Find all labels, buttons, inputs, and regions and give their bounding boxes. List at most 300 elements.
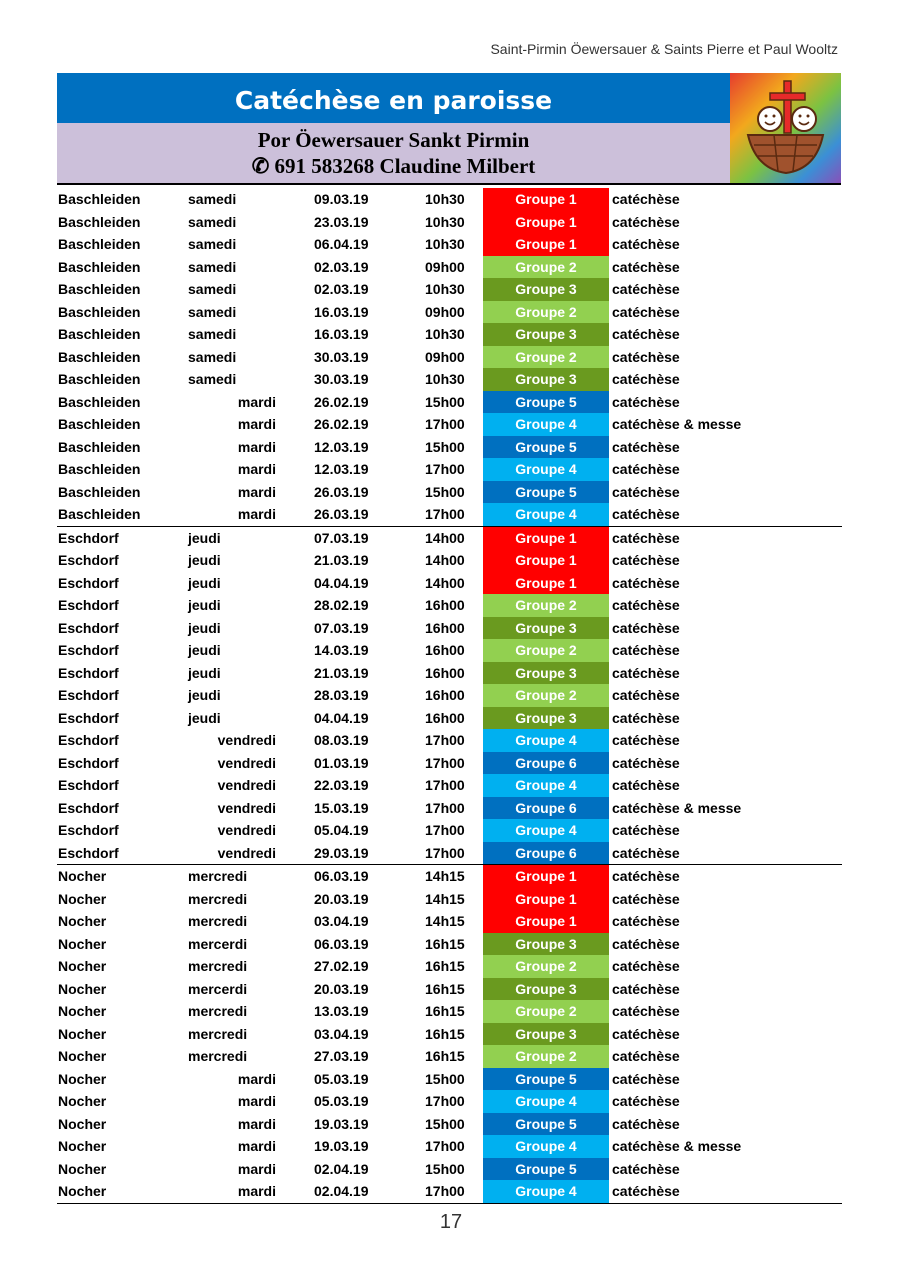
cell-place: Baschleiden <box>58 236 141 252</box>
table-row <box>57 819 842 842</box>
cell-date: 04.04.19 <box>314 574 369 591</box>
cell-day: jeudi <box>188 552 221 568</box>
table-row <box>57 910 842 933</box>
table-row <box>57 572 842 595</box>
cell-group: Groupe 5 <box>483 481 609 504</box>
cell-group: Groupe 2 <box>483 1045 609 1068</box>
cell-time: 16h00 <box>425 709 465 726</box>
table-row <box>57 707 842 730</box>
cell-group: Groupe 6 <box>483 797 609 820</box>
cell-day: mercredi <box>188 868 248 884</box>
cell-group: Groupe 1 <box>483 527 609 550</box>
cell-date: 05.04.19 <box>314 822 369 838</box>
table-row <box>57 233 842 256</box>
cell-day: mardi <box>237 393 276 410</box>
cell-type: catéchèse <box>612 393 680 410</box>
cell-day: jeudi <box>188 619 221 636</box>
cell-group: Groupe 1 <box>483 910 609 933</box>
cell-time: 14h15 <box>425 890 465 907</box>
cell-type: catéchèse <box>612 980 680 997</box>
cell-day: jeudi <box>188 597 221 613</box>
cell-type: catéchèse <box>612 281 680 297</box>
page-title: Catéchèse en paroisse <box>57 73 730 123</box>
cell-type: catéchèse <box>612 687 680 703</box>
cell-date: 19.03.19 <box>314 1115 369 1132</box>
cell-day: mardi <box>237 1115 276 1132</box>
cell-group: Groupe 3 <box>483 617 609 640</box>
cell-day: samedi <box>188 258 237 275</box>
cell-day: jeudi <box>188 709 221 726</box>
cell-time: 10h30 <box>425 236 465 252</box>
cell-place: Baschleiden <box>58 506 141 522</box>
cell-group: Groupe 1 <box>483 211 609 234</box>
running-head: Saint-Pirmin Öewersauer & Saints Pierre et Paul Wooltz <box>490 41 838 57</box>
cell-date: 26.03.19 <box>314 506 369 522</box>
cell-type: catéchèse <box>612 664 680 681</box>
cell-place: Nocher <box>58 1048 107 1064</box>
cell-time: 17h00 <box>425 1138 465 1154</box>
cell-date: 09.03.19 <box>314 191 369 207</box>
page-number: 17 <box>439 1211 463 1233</box>
cell-date: 05.03.19 <box>314 1093 369 1109</box>
cell-type: catéchèse <box>612 935 680 952</box>
cell-type: catéchèse <box>612 529 680 546</box>
table-row <box>57 729 842 752</box>
cell-group: Groupe 2 <box>483 594 609 617</box>
cell-place: Baschleiden <box>58 438 141 455</box>
cell-type: catéchèse <box>612 326 680 342</box>
cell-day: mardi <box>237 1138 276 1154</box>
cell-place: Eschdorf <box>58 574 119 591</box>
cell-group: Groupe 5 <box>483 1113 609 1136</box>
cell-type: catéchèse <box>612 1070 680 1087</box>
cell-day: mardi <box>237 1093 276 1109</box>
cell-place: Baschleiden <box>58 326 141 342</box>
cell-type: catéchèse <box>612 258 680 275</box>
cell-type: catéchèse <box>612 1003 680 1019</box>
cell-day: mardi <box>237 483 276 500</box>
cell-type: catéchèse <box>612 754 680 771</box>
cell-date: 15.03.19 <box>314 799 369 816</box>
cell-place: Nocher <box>58 1160 107 1177</box>
cell-date: 26.03.19 <box>314 483 369 500</box>
cell-type: catéchèse & messe <box>612 416 742 432</box>
table-row <box>57 684 842 707</box>
cell-time: 15h00 <box>425 438 465 455</box>
cell-group: Groupe 1 <box>483 888 609 911</box>
cell-type: catéchèse <box>612 844 680 861</box>
cell-time: 16h00 <box>425 664 465 681</box>
cell-place: Baschleiden <box>58 191 141 207</box>
table-row <box>57 368 842 391</box>
cell-type: catéchèse & messe <box>612 1138 742 1154</box>
cell-day: mardi <box>237 1183 276 1199</box>
cell-type: catéchèse <box>612 236 680 252</box>
cell-place: Eschdorf <box>58 642 119 658</box>
cell-type: catéchèse <box>612 461 680 477</box>
cell-date: 08.03.19 <box>314 732 369 748</box>
table-row <box>57 481 842 504</box>
cell-type: catéchèse <box>612 438 680 455</box>
cell-place: Eschdorf <box>58 709 119 726</box>
cell-time: 16h15 <box>425 958 465 974</box>
cell-group: Groupe 3 <box>483 707 609 730</box>
cell-time: 16h15 <box>425 935 465 952</box>
cell-place: Nocher <box>58 1093 107 1109</box>
table-row <box>57 188 842 211</box>
table-row <box>57 1158 842 1181</box>
cell-type: catéchèse <box>612 483 680 500</box>
cell-day: vendredi <box>217 777 276 793</box>
table-row <box>57 413 842 436</box>
table-row <box>57 278 842 301</box>
cell-group: Groupe 4 <box>483 503 609 526</box>
cell-date: 29.03.19 <box>314 844 369 861</box>
cell-day: mercerdi <box>188 935 248 952</box>
cell-date: 06.03.19 <box>314 868 369 884</box>
cell-place: Baschleiden <box>58 371 141 387</box>
cell-place: Baschleiden <box>58 213 141 230</box>
cell-day: mardi <box>237 461 276 477</box>
cell-group: Groupe 2 <box>483 639 609 662</box>
cell-date: 28.03.19 <box>314 687 369 703</box>
cell-day: vendredi <box>217 754 276 771</box>
cell-date: 27.03.19 <box>314 1048 369 1064</box>
cell-place: Nocher <box>58 1070 107 1087</box>
cell-group: Groupe 3 <box>483 662 609 685</box>
table-row <box>57 662 842 685</box>
cell-date: 02.04.19 <box>314 1183 369 1199</box>
cell-group: Groupe 2 <box>483 256 609 279</box>
cell-group: Groupe 1 <box>483 233 609 256</box>
cell-place: Eschdorf <box>58 754 119 771</box>
cell-group: Groupe 3 <box>483 933 609 956</box>
cell-time: 17h00 <box>425 732 465 748</box>
cell-type: catéchèse <box>612 732 680 748</box>
cell-type: catéchèse <box>612 303 680 320</box>
cell-place: Nocher <box>58 1003 107 1019</box>
cell-group: Groupe 5 <box>483 1158 609 1181</box>
table-row <box>57 752 842 775</box>
cell-place: Eschdorf <box>58 664 119 681</box>
table-row <box>57 594 842 617</box>
table-row <box>57 1113 842 1136</box>
cell-time: 14h00 <box>425 529 465 546</box>
cell-time: 16h00 <box>425 642 465 658</box>
cell-date: 23.03.19 <box>314 213 369 230</box>
cell-place: Eschdorf <box>58 529 119 546</box>
cell-type: catéchèse <box>612 958 680 974</box>
table-row <box>57 323 842 346</box>
cell-place: Baschleiden <box>58 303 141 320</box>
cell-date: 02.03.19 <box>314 281 369 297</box>
cell-group: Groupe 5 <box>483 391 609 414</box>
cell-place: Nocher <box>58 890 107 907</box>
table-row <box>57 797 842 820</box>
cell-place: Eschdorf <box>58 844 119 861</box>
cell-group: Groupe 4 <box>483 774 609 797</box>
table-row <box>57 436 842 459</box>
cell-place: Eschdorf <box>58 552 119 568</box>
cell-time: 15h00 <box>425 1070 465 1087</box>
cell-place: Eschdorf <box>58 687 119 703</box>
cell-day: vendredi <box>217 822 276 838</box>
cell-time: 16h00 <box>425 619 465 636</box>
cell-type: catéchèse <box>612 709 680 726</box>
cell-date: 30.03.19 <box>314 348 369 365</box>
cell-group: Groupe 1 <box>483 549 609 572</box>
cell-group: Groupe 6 <box>483 842 609 865</box>
cell-date: 04.04.19 <box>314 709 369 726</box>
cell-time: 17h00 <box>425 777 465 793</box>
cell-time: 16h15 <box>425 980 465 997</box>
cell-date: 21.03.19 <box>314 552 369 568</box>
cell-group: Groupe 2 <box>483 1000 609 1023</box>
table-row <box>57 211 842 234</box>
cell-group: Groupe 4 <box>483 729 609 752</box>
table-row <box>57 617 842 640</box>
cell-date: 22.03.19 <box>314 777 369 793</box>
table-row <box>57 346 842 369</box>
cell-date: 13.03.19 <box>314 1003 369 1019</box>
cell-type: catéchèse <box>612 506 680 522</box>
cell-day: mercredi <box>188 958 248 974</box>
cell-place: Baschleiden <box>58 483 141 500</box>
cell-date: 03.04.19 <box>314 1025 369 1042</box>
cell-group: Groupe 3 <box>483 278 609 301</box>
cell-date: 01.03.19 <box>314 754 369 771</box>
cell-date: 28.02.19 <box>314 597 369 613</box>
cell-time: 10h30 <box>425 213 465 230</box>
table-row <box>57 865 842 888</box>
cell-day: jeudi <box>188 574 221 591</box>
table-row <box>57 256 842 279</box>
cell-date: 06.03.19 <box>314 935 369 952</box>
cell-time: 17h00 <box>425 1093 465 1109</box>
cell-day: samedi <box>188 213 237 230</box>
cell-place: Eschdorf <box>58 799 119 816</box>
cell-place: Baschleiden <box>58 416 141 432</box>
cell-time: 17h00 <box>425 799 465 816</box>
cell-place: Nocher <box>58 913 107 929</box>
cell-group: Groupe 5 <box>483 1068 609 1091</box>
cell-type: catéchèse <box>612 868 680 884</box>
cell-date: 30.03.19 <box>314 371 369 387</box>
cell-day: mercredi <box>188 1003 248 1019</box>
cell-date: 05.03.19 <box>314 1070 369 1087</box>
cell-place: Baschleiden <box>58 258 141 275</box>
cell-type: catéchèse <box>612 619 680 636</box>
cell-date: 16.03.19 <box>314 303 369 320</box>
cell-date: 14.03.19 <box>314 642 369 658</box>
cell-day: mercredi <box>188 890 248 907</box>
cell-type: catéchèse <box>612 348 680 365</box>
cell-type: catéchèse <box>612 213 680 230</box>
table-row <box>57 955 842 978</box>
cell-place: Baschleiden <box>58 461 141 477</box>
cell-date: 16.03.19 <box>314 326 369 342</box>
cell-time: 17h00 <box>425 461 465 477</box>
cell-group: Groupe 6 <box>483 752 609 775</box>
cell-time: 16h00 <box>425 687 465 703</box>
table-row <box>57 933 842 956</box>
cell-place: Eschdorf <box>58 732 119 748</box>
cell-time: 17h00 <box>425 754 465 771</box>
table-row <box>57 1045 842 1068</box>
cell-place: Baschleiden <box>58 348 141 365</box>
cell-date: 12.03.19 <box>314 438 369 455</box>
cell-date: 19.03.19 <box>314 1138 369 1154</box>
cell-group: Groupe 1 <box>483 188 609 211</box>
cell-group: Groupe 4 <box>483 1180 609 1203</box>
cell-group: Groupe 2 <box>483 684 609 707</box>
cell-day: samedi <box>188 281 237 297</box>
cell-type: catéchèse <box>612 1183 680 1199</box>
cell-type: catéchèse <box>612 1115 680 1132</box>
cell-type: catéchèse <box>612 642 680 658</box>
cell-day: samedi <box>188 348 237 365</box>
cell-day: samedi <box>188 236 237 252</box>
cell-time: 10h30 <box>425 191 465 207</box>
cell-place: Eschdorf <box>58 597 119 613</box>
table-row <box>57 391 842 414</box>
table-row <box>57 458 842 481</box>
table-row <box>57 978 842 1001</box>
cell-place: Nocher <box>58 1138 107 1154</box>
cell-day: vendredi <box>217 799 276 816</box>
table-row <box>57 639 842 662</box>
cell-time: 16h15 <box>425 1003 465 1019</box>
cell-day: jeudi <box>188 664 221 681</box>
cell-day: samedi <box>188 191 237 207</box>
cell-time: 10h30 <box>425 326 465 342</box>
cell-place: Nocher <box>58 980 107 997</box>
cell-group: Groupe 1 <box>483 572 609 595</box>
table-row <box>57 888 842 911</box>
cell-place: Nocher <box>58 935 107 952</box>
cell-type: catéchèse <box>612 1025 680 1042</box>
subtitle-contact: ✆ 691 583268 Claudine Milbert <box>251 154 536 178</box>
cell-place: Nocher <box>58 958 107 974</box>
cell-type: catéchèse <box>612 822 680 838</box>
cell-time: 14h00 <box>425 574 465 591</box>
cell-date: 02.04.19 <box>314 1160 369 1177</box>
cell-type: catéchèse <box>612 371 680 387</box>
table-row <box>57 549 842 572</box>
cell-type: catéchèse <box>612 1093 680 1109</box>
cell-date: 06.04.19 <box>314 236 369 252</box>
cell-time: 17h00 <box>425 416 465 432</box>
table-row <box>57 527 842 550</box>
cell-day: vendredi <box>217 844 276 861</box>
cell-date: 26.02.19 <box>314 416 369 432</box>
cell-day: mardi <box>237 506 276 522</box>
cell-group: Groupe 5 <box>483 436 609 459</box>
cell-date: 20.03.19 <box>314 980 369 997</box>
cell-day: jeudi <box>188 529 221 546</box>
cell-time: 16h15 <box>425 1025 465 1042</box>
cell-type: catéchèse <box>612 777 680 793</box>
table-row <box>57 1023 842 1046</box>
cell-date: 26.02.19 <box>314 393 369 410</box>
cell-day: mercredi <box>188 1048 248 1064</box>
cell-date: 03.04.19 <box>314 913 369 929</box>
table-row <box>57 1068 842 1091</box>
cell-day: mardi <box>237 438 276 455</box>
cell-place: Eschdorf <box>58 822 119 838</box>
header-rule <box>57 183 841 185</box>
cell-day: samedi <box>188 326 237 342</box>
cell-time: 15h00 <box>425 1160 465 1177</box>
cell-time: 17h00 <box>425 844 465 861</box>
cell-day: mercredi <box>188 913 248 929</box>
cell-day: samedi <box>188 303 237 320</box>
cell-date: 12.03.19 <box>314 461 369 477</box>
cell-group: Groupe 3 <box>483 323 609 346</box>
cell-day: mardi <box>237 1160 276 1177</box>
subtitle-parish: Por Öewersauer Sankt Pirmin <box>257 128 530 152</box>
cell-time: 15h00 <box>425 1115 465 1132</box>
cell-time: 14h15 <box>425 913 465 929</box>
cell-place: Nocher <box>58 1115 107 1132</box>
cell-group: Groupe 3 <box>483 978 609 1001</box>
cell-time: 09h00 <box>425 303 465 320</box>
table-row <box>57 1000 842 1023</box>
cell-group: Groupe 4 <box>483 819 609 842</box>
table-row <box>57 774 842 797</box>
cell-date: 21.03.19 <box>314 664 369 681</box>
cell-group: Groupe 4 <box>483 413 609 436</box>
schedule-table <box>57 188 842 1204</box>
cell-day: mardi <box>237 1070 276 1087</box>
cell-place: Nocher <box>58 1025 107 1042</box>
cell-time: 15h00 <box>425 393 465 410</box>
cell-date: 20.03.19 <box>314 890 369 907</box>
subtitle-block <box>57 123 730 184</box>
cell-group: Groupe 2 <box>483 955 609 978</box>
cell-time: 09h00 <box>425 258 465 275</box>
cell-place: Eschdorf <box>58 619 119 636</box>
cell-place: Eschdorf <box>58 777 119 793</box>
cell-place: Baschleiden <box>58 393 141 410</box>
cell-time: 17h00 <box>425 822 465 838</box>
cell-time: 10h30 <box>425 371 465 387</box>
cell-day: vendredi <box>217 732 276 748</box>
cell-date: 07.03.19 <box>314 619 369 636</box>
cell-type: catéchèse <box>612 552 680 568</box>
cell-group: Groupe 4 <box>483 1135 609 1158</box>
cell-type: catéchèse & messe <box>612 799 742 816</box>
cell-place: Nocher <box>58 1183 107 1199</box>
cell-type: catéchèse <box>612 1048 680 1064</box>
cell-time: 14h00 <box>425 552 465 568</box>
cell-type: catéchèse <box>612 913 680 929</box>
table-row <box>57 842 842 866</box>
cell-group: Groupe 2 <box>483 346 609 369</box>
cell-time: 09h00 <box>425 348 465 365</box>
cell-day: mercredi <box>188 1025 248 1042</box>
cell-type: catéchèse <box>612 191 680 207</box>
cell-type: catéchèse <box>612 1160 680 1177</box>
cell-group: Groupe 1 <box>483 865 609 888</box>
cell-date: 02.03.19 <box>314 258 369 275</box>
cell-time: 14h15 <box>425 868 465 884</box>
cell-time: 16h15 <box>425 1048 465 1064</box>
cell-date: 07.03.19 <box>314 529 369 546</box>
table-row <box>57 1135 842 1158</box>
cell-time: 17h00 <box>425 506 465 522</box>
cell-day: mardi <box>237 416 276 432</box>
